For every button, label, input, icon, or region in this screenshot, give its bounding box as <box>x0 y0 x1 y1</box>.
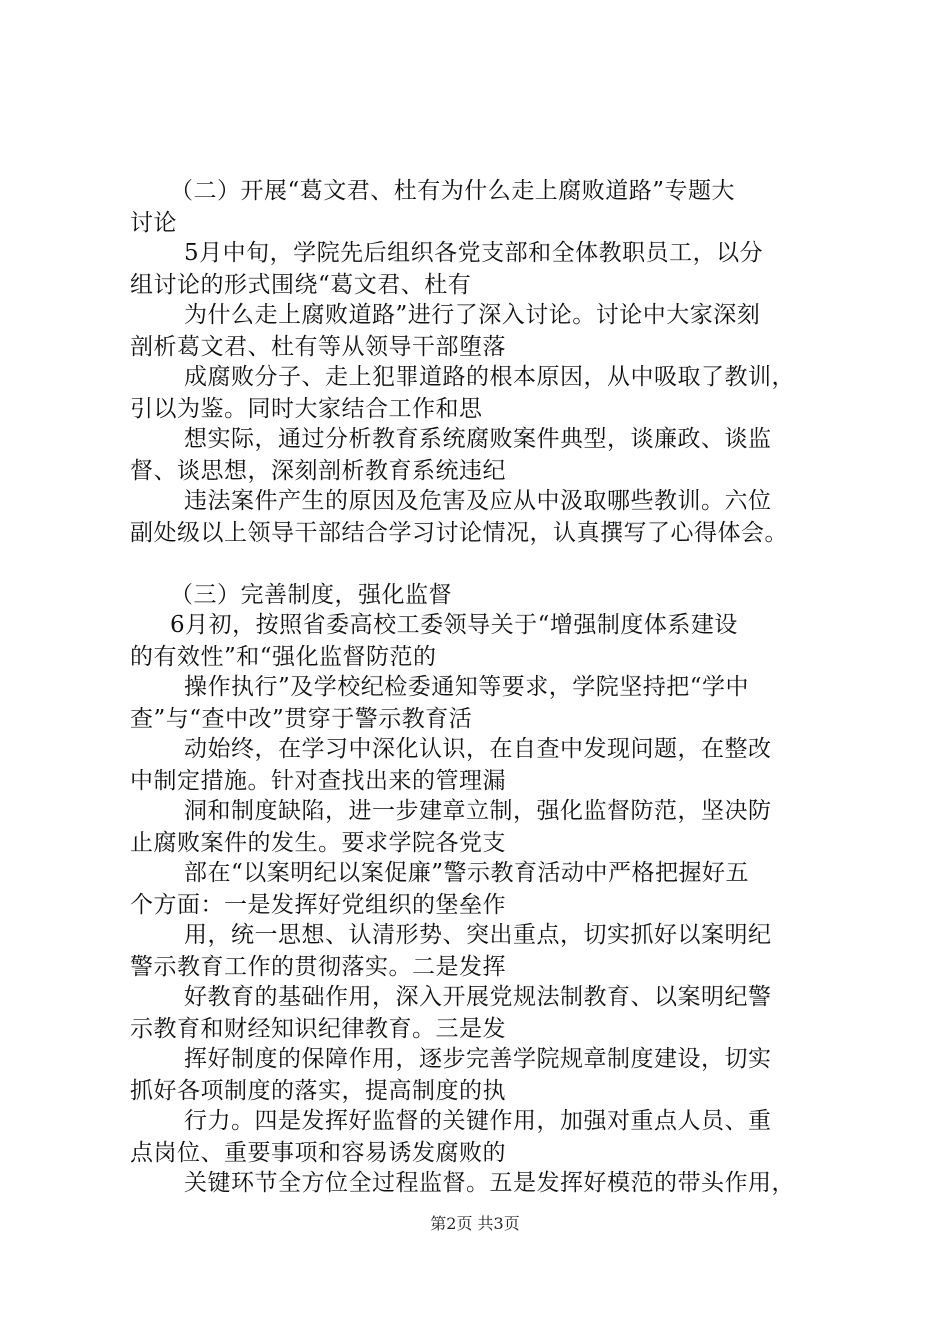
section-heading: （三）完善制度，强化监督 <box>170 582 452 608</box>
text-line: 督、谈思想，深刻剖析教育系统违纪 <box>130 458 506 484</box>
text-line: 6月初，按照省委高校工委领导关于“增强制度体系建设 <box>170 612 738 638</box>
text-line: 想实际，通过分析教育系统腐败案件典型，谈廉政、谈监 <box>184 426 772 452</box>
text-line: 行力。四是发挥好监督的关键作用，加强对重点人员、重 <box>184 1108 772 1134</box>
text-line: 成腐败分子、走上犯罪道路的根本原因，从中吸取了教训， <box>184 364 795 390</box>
text-line: 的有效性”和“强化监督防范的 <box>130 644 437 670</box>
text-line: 讨论 <box>130 210 177 236</box>
text-line: 关键环节全方位全过程监督。五是发挥好模范的带头作用， <box>184 1170 795 1196</box>
text-line: 副处级以上领导干部结合学习讨论情况，认真撰写了心得体会。 <box>130 520 788 546</box>
text-line: 查”与“查中改”贯穿于警示教育活 <box>130 706 473 732</box>
text-line: 好教育的基础作用，深入开展党规法制教育、以案明纪警 <box>184 984 772 1010</box>
text-line: 组讨论的形式围绕“葛文君、杜有 <box>130 272 472 298</box>
text-line: （二）开展“葛文君、杜有为什么走上腐败道路”专题大 <box>170 178 736 204</box>
text-line: 操作执行”及学校纪检委通知等要求，学院坚持把“学中 <box>184 674 750 700</box>
text-line: 部在“以案明纪以案促廉”警示教育活动中严格把握好五 <box>184 860 750 886</box>
text-line: 5月中旬，学院先后组织各党支部和全体教职员工，以分 <box>184 240 764 266</box>
text-line: 引以为鉴。同时大家结合工作和思 <box>130 396 483 422</box>
text-line: 止腐败案件的发生。要求学院各党支 <box>130 830 506 856</box>
text-line: 示教育和财经知识纪律教育。三是发 <box>130 1016 506 1042</box>
text-line: 中制定措施。针对查找出来的管理漏 <box>130 768 506 794</box>
text-line: 剖析葛文君、杜有等从领导干部堕落 <box>130 334 506 360</box>
text-line: 抓好各项制度的落实，提高制度的执 <box>130 1078 506 1104</box>
text-line: 动始终，在学习中深化认识，在自查中发现问题，在整改 <box>184 736 772 762</box>
page-footer: 第2页 共3页 <box>430 1214 520 1233</box>
text-line: 挥好制度的保障作用，逐步完善学院规章制度建设，切实 <box>184 1046 772 1072</box>
text-line: 为什么走上腐败道路”进行了深入讨论。讨论中大家深刻 <box>184 302 761 328</box>
text-line: 违法案件产生的原因及危害及应从中汲取哪些教训。六位 <box>184 488 772 514</box>
text-line: 警示教育工作的贯彻落实。二是发挥 <box>130 954 506 980</box>
text-line: 个方面：一是发挥好党组织的堡垒作 <box>130 892 506 918</box>
text-line: 用，统一思想、认清形势、突出重点，切实抓好以案明纪 <box>184 922 772 948</box>
text-line: 洞和制度缺陷，进一步建章立制，强化监督防范，坚决防 <box>184 798 772 824</box>
text-line: 点岗位、重要事项和容易诱发腐败的 <box>130 1140 506 1166</box>
